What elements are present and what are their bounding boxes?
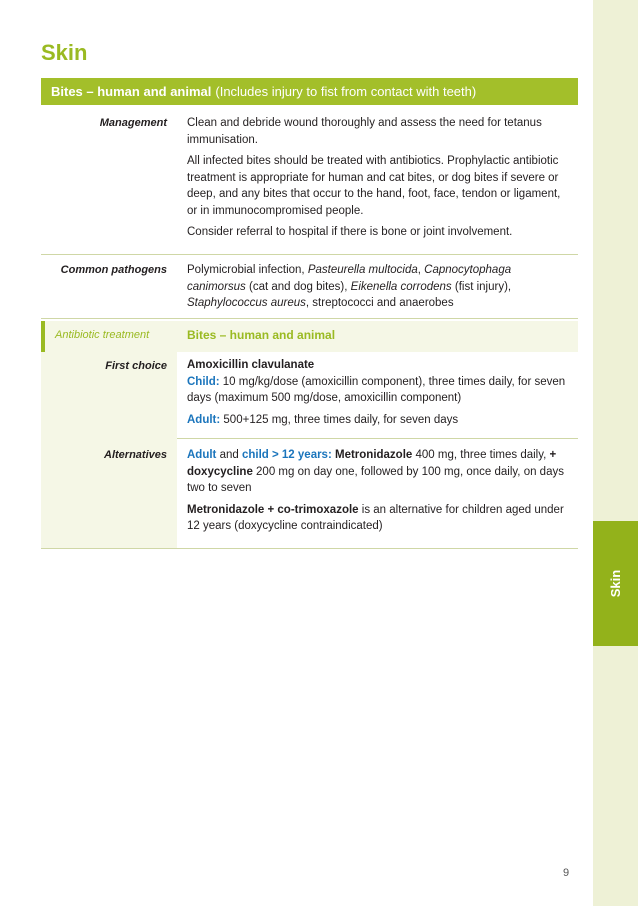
alternatives-text: 200 mg on day one, followed by 100 mg, once daily, on days two to seven [187,465,564,494]
pathogens-text: , [417,264,425,276]
alternatives-text: 400 mg, three times daily, [412,449,550,461]
first-choice-drug-paragraph [187,357,572,407]
treatment-heading: Bites – human and animal [187,328,336,342]
management-content [187,115,572,246]
management-paragraph-3: Consider referral to hospital if there is bone or joint involvement. [187,226,513,238]
pathogens-text: , streptococci and anaerobes [305,297,454,309]
side-tab-label-wrap [593,521,638,646]
child-dose-text: 10 mg/kg/dose (amoxicillin component), three times daily, for seven days (maximum 500 mg/dose, amoxicillin component) [187,375,566,404]
divider [177,438,578,439]
pathogens-content [187,262,572,317]
alternatives-paragraph-2 [187,502,572,535]
section-header [41,78,578,105]
page-number: 9 [563,867,570,879]
treatment-accent-bar [41,321,45,352]
pathogens-text: Polymicrobial infection, [187,264,308,276]
first-choice-label: First choice [105,360,167,372]
first-choice-drug: Amoxicillin clavulanate [187,359,315,371]
divider [41,318,578,319]
adult-label: Adult [187,449,217,461]
divider [41,254,578,255]
pathogen-name: Eikenella corrodens [350,280,452,293]
pathogens-text: (fist injury), [451,280,512,293]
sidebar-strip [593,0,638,906]
alternatives-paragraph-1 [187,447,572,497]
divider [41,548,578,549]
pathogens-label: Common pathogens [60,264,167,276]
adult-dose-paragraph [187,412,572,429]
pathogen-name: Pasteurella multocida [307,264,418,276]
management-label: Management [99,117,167,129]
pathogen-name: Capnocytophaga canimorsus [187,264,512,293]
management-paragraph-2: All infected bites should be treated with antibiotics. Prophylactic antibiotic treatment is appropriate for human and cat bites, or dog bites if severe or deep, and any bites that occur to the hand, foot, face, tendon or ligament, or in immunocompromised people. [187,155,561,217]
treatment-label: Antibiotic treatment [55,329,150,341]
adult-dose-text: 500+125 mg, three times daily, for seven days [220,413,459,426]
drug-name: + doxycycline [187,449,557,478]
adult-dose-label: Adult: [187,413,221,426]
section-subtitle: (Includes injury to fist from contact with teeth) [215,84,477,99]
alternatives-content [187,447,572,540]
first-choice-content [187,357,572,433]
child-label: child > 12 years: [241,449,332,461]
drug-name: Metronidazole [331,449,413,461]
page-title: Skin [41,40,88,65]
pathogens-paragraph [187,262,572,312]
section-title: Bites – human and animal [51,84,212,99]
pathogen-name: Staphylococcus aureus [187,297,306,309]
management-paragraph-1: Clean and debride wound thoroughly and assess the need for tetanus immunisation. [187,117,542,146]
pathogens-text: (cat and dog bites), [245,280,351,293]
child-dose-label: Child: [187,375,220,388]
alternatives-text: is an alternative for children aged under 12 years (doxycycline contraindicated) [187,503,564,532]
alternatives-label: Alternatives [104,449,167,461]
side-tab-label: Skin [608,569,623,598]
drug-name: Metronidazole + co-trimoxazole [187,503,359,516]
alternatives-text: and [216,449,242,461]
